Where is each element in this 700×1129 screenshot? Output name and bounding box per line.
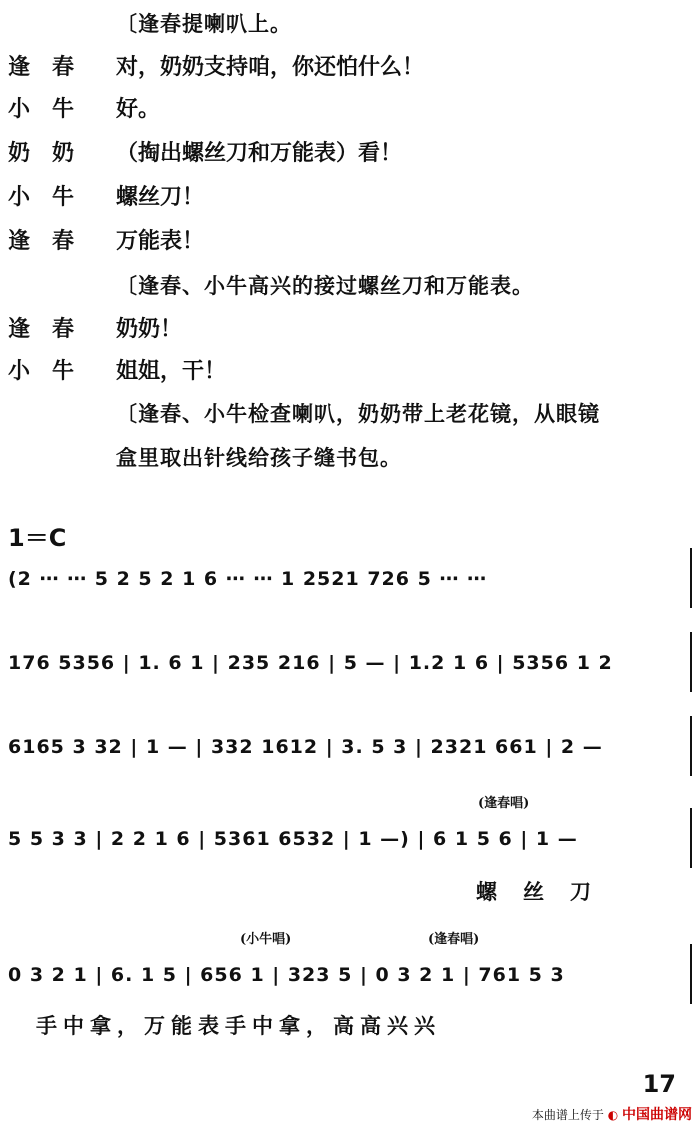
notation-text: 5 5 3 3 | 2 2 1 6 | 5361 6532 | 1 —) | 6 1 5 6 | 1 — [8,828,578,850]
key-signature: 1＝C [8,524,67,552]
barline [690,808,692,868]
score-row-2 [8,632,692,692]
speech-text: 奶奶！ [116,316,183,342]
site-logo-icon: ◐ [607,1108,619,1122]
singer-cue: (逢春唱) [428,932,480,947]
speaker-name: 小牛 [8,184,97,210]
speech-text: 万能表！ [116,228,205,254]
notation-text: (2 ⋯ ⋯ 5 2 5 2 1 6 ⋯ ⋯ 1 2521 726 5 ⋯ ⋯ [8,568,488,590]
speech-text: 对，奶奶支持咱，你还怕什么！ [116,54,425,80]
score-row-4 [8,796,692,868]
stage-direction-2: 〔逢春、小牛高兴的接过螺丝刀和万能表。 [116,273,534,298]
page-number: 17 [642,1070,676,1098]
barline [690,944,692,1004]
barline [690,548,692,608]
speech-text: 螺丝刀！ [116,184,205,210]
speech-text: （掏出螺丝刀和万能表）看！ [116,140,403,166]
score-row-5 [8,932,692,1004]
footer-brand: 中国曲谱网 [622,1107,692,1123]
speaker-name: 逢春 [8,228,97,254]
speaker-name: 逢春 [8,54,97,80]
speaker-name: 小牛 [8,96,97,122]
score-row-1 [8,548,692,608]
stage-direction-3: 〔逢春、小牛检查喇叭，奶奶带上老花镜，从眼镜 [116,401,600,426]
speech-text: 姐姐，干！ [116,358,227,384]
lyrics-row-5: 手中拿，万能表手中拿，高高兴兴 [36,1013,441,1038]
footer-prefix: 本曲谱上传于 [531,1108,604,1122]
footer-credit [532,1104,692,1124]
score-row-3 [8,716,692,776]
barline [690,716,692,776]
speaker-name: 奶奶 [8,140,97,166]
singer-cue: (逢春唱) [478,796,530,811]
speaker-name: 逢春 [8,316,97,342]
notation-text: 176 5356 | 1. 6 1 | 235 216 | 5 — | 1.2 1 6 | 5356 1 2 [8,652,613,674]
speaker-name: 小牛 [8,358,97,384]
stage-direction-1: 〔逢春提喇叭上。 [116,11,292,36]
singer-cue: (小牛唱) [240,932,292,947]
notation-text: 6165 3 32 | 1 — | 332 1612 | 3. 5 3 | 2321 661 | 2 — [8,736,603,758]
speech-text: 好。 [116,96,161,122]
lyrics-row-4: 螺丝刀 [476,879,617,904]
barline [690,632,692,692]
notation-text: 0 3 2 1 | 6. 1 5 | 656 1 | 323 5 | 0 3 2 1 | 761 5 3 [8,964,565,986]
stage-direction-3-cont: 盒里取出针线给孩子缝书包。 [116,445,402,470]
